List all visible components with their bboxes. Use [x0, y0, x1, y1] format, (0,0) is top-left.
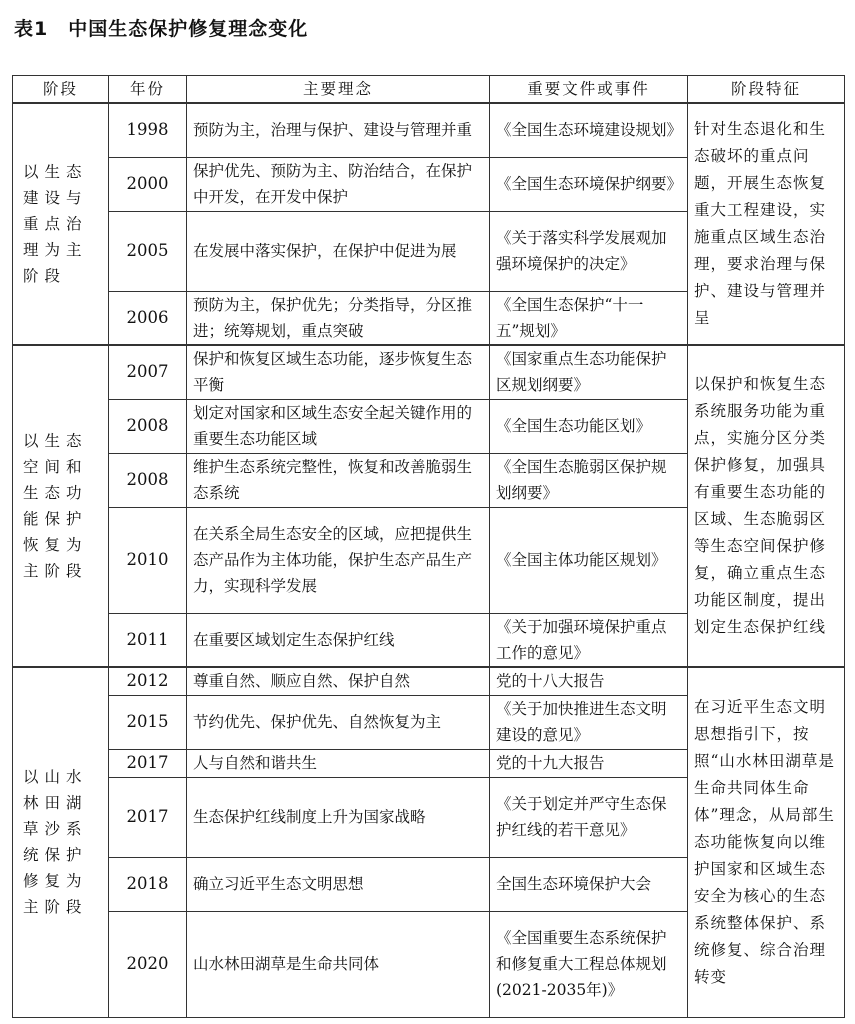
year-cell: 2010 [109, 507, 187, 613]
doc-cell: 《全国重要生态系统保护和修复重大工程总体规划(2021-2035年)》 [490, 911, 688, 1017]
year-cell: 1998 [109, 103, 187, 157]
idea-cell: 生态保护红线制度上升为国家战略 [187, 777, 490, 857]
doc-cell: 《关于落实科学发展观加强环境保护的决定》 [490, 211, 688, 291]
header-stage: 阶段 [13, 76, 109, 104]
idea-cell: 维护生态系统完整性，恢复和改善脆弱生态系统 [187, 453, 490, 507]
year-cell: 2008 [109, 399, 187, 453]
doc-cell: 《全国主体功能区规划》 [490, 507, 688, 613]
idea-cell: 尊重自然、顺应自然、保护自然 [187, 667, 490, 695]
idea-cell: 预防为主，保护优先；分类指导，分区推进；统筹规划，重点突破 [187, 291, 490, 345]
doc-cell: 《关于加快推进生态文明建设的意见》 [490, 695, 688, 749]
doc-cell: 《关于加强环境保护重点工作的意见》 [490, 613, 688, 667]
doc-cell: 《全国生态保护“十一五”规划》 [490, 291, 688, 345]
idea-cell: 人与自然和谐共生 [187, 749, 490, 777]
doc-cell: 《全国生态功能区划》 [490, 399, 688, 453]
year-cell: 2012 [109, 667, 187, 695]
doc-cell: 《全国生态脆弱区保护规划纲要》 [490, 453, 688, 507]
year-cell: 2017 [109, 749, 187, 777]
table-row [13, 103, 845, 157]
doc-cell: 《国家重点生态功能保护区规划纲要》 [490, 345, 688, 399]
table-caption: 表1 中国生态保护修复理念变化 [14, 18, 309, 40]
year-cell: 2000 [109, 157, 187, 211]
stage-name: 以山水林田湖草沙系统保护修复为主阶段 [13, 667, 109, 1017]
doc-cell: 《关于划定并严守生态保护红线的若干意见》 [490, 777, 688, 857]
eco-protection-table [12, 75, 845, 1018]
idea-cell: 确立习近平生态文明思想 [187, 857, 490, 911]
year-cell: 2005 [109, 211, 187, 291]
doc-cell: 《全国生态环境保护纲要》 [490, 157, 688, 211]
doc-cell: 党的十八大报告 [490, 667, 688, 695]
header-year: 年份 [109, 76, 187, 104]
header-row [13, 76, 845, 104]
year-cell: 2006 [109, 291, 187, 345]
header-doc: 重要文件或事件 [490, 76, 688, 104]
idea-cell: 预防为主，治理与保护、建设与管理并重 [187, 103, 490, 157]
table-row [13, 667, 845, 695]
year-cell: 2018 [109, 857, 187, 911]
year-cell: 2020 [109, 911, 187, 1017]
idea-cell: 在发展中落实保护，在保护中促进为展 [187, 211, 490, 291]
year-cell: 2017 [109, 777, 187, 857]
idea-cell: 在重要区域划定生态保护红线 [187, 613, 490, 667]
idea-cell: 保护优先、预防为主、防治结合，在保护中开发，在开发中保护 [187, 157, 490, 211]
header-feature: 阶段特征 [688, 76, 845, 104]
idea-cell: 保护和恢复区域生态功能，逐步恢复生态平衡 [187, 345, 490, 399]
idea-cell: 划定对国家和区域生态安全起关键作用的重要生态功能区域 [187, 399, 490, 453]
year-cell: 2011 [109, 613, 187, 667]
header-idea: 主要理念 [187, 76, 490, 104]
stage-name: 以生态建设与重点治理为主阶段 [13, 103, 109, 345]
idea-cell: 节约优先、保护优先、自然恢复为主 [187, 695, 490, 749]
idea-cell: 山水林田湖草是生命共同体 [187, 911, 490, 1017]
year-cell: 2007 [109, 345, 187, 399]
stage-feature: 以保护和恢复生态系统服务功能为重点，实施分区分类保护修复，加强具有重要生态功能的区域、生态脆弱区等生态空间保护修复，确立重点生态功能区制度，提出划定生态保护红线 [688, 345, 845, 667]
doc-cell: 全国生态环境保护大会 [490, 857, 688, 911]
stage-feature: 在习近平生态文明思想指引下，按照“山水林田湖草是生命共同体生命体”理念，从局部生态功能恢复向以维护国家和区域生态安全为核心的生态系统整体保护、系统修复、综合治理转变 [688, 667, 845, 1017]
table-row [13, 345, 845, 399]
year-cell: 2008 [109, 453, 187, 507]
year-cell: 2015 [109, 695, 187, 749]
doc-cell: 党的十九大报告 [490, 749, 688, 777]
doc-cell: 《全国生态环境建设规划》 [490, 103, 688, 157]
idea-cell: 在关系全局生态安全的区域，应把提供生态产品作为主体功能，保护生态产品生产力，实现科学发展 [187, 507, 490, 613]
stage-feature: 针对生态退化和生态破坏的重点问题，开展生态恢复重大工程建设，实施重点区域生态治理，要求治理与保护、建设与管理并呈 [688, 103, 845, 345]
stage-name: 以生态空间和生态功能保护恢复为主阶段 [13, 345, 109, 667]
